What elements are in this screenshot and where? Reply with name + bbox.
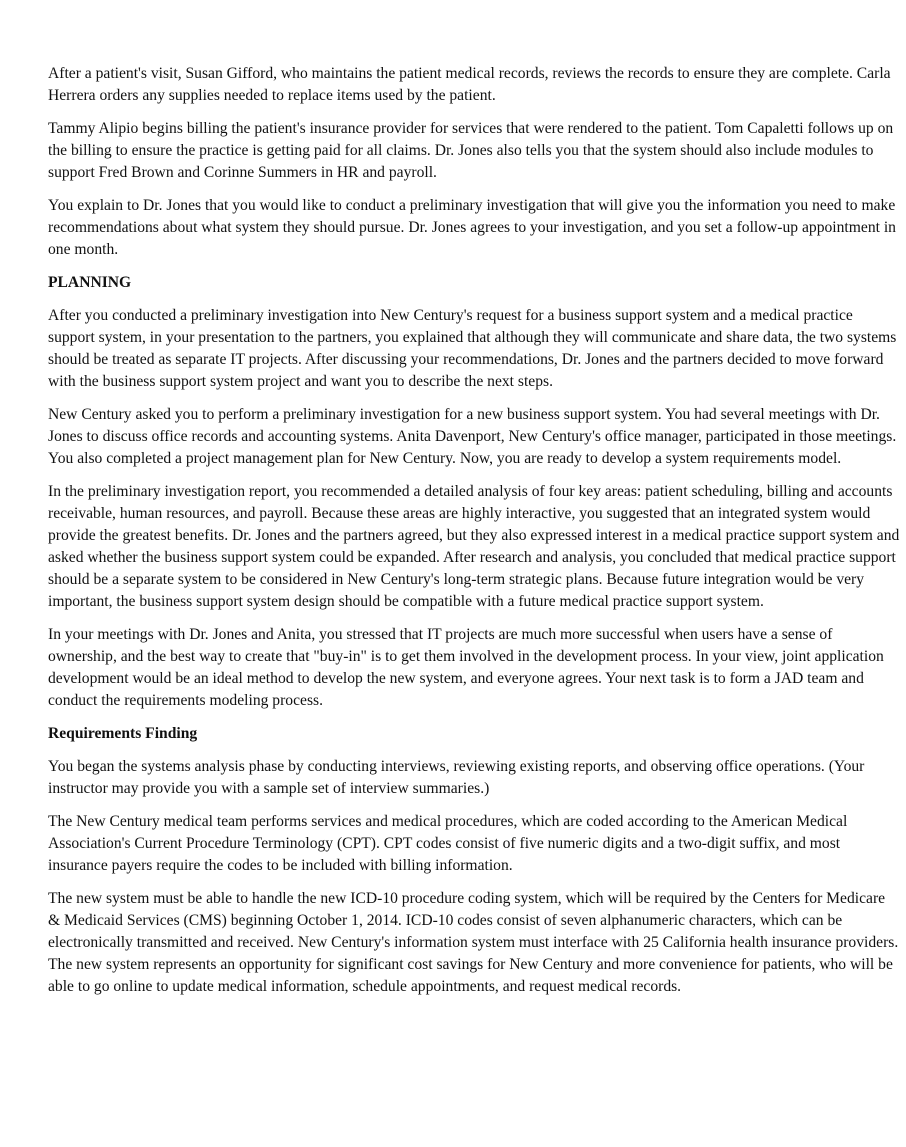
section-heading-planning: PLANNING (48, 274, 132, 291)
paragraph: After you conducted a preliminary investigation into New Century's request for a business support system and a medical practice support system, in your presentation to the partners, you explained that although they will communicate and share data, the two systems should be treated as separate IT projects. After discussing your recommendations, Dr. Jones and the partners decided to move forward with the business support system project and want you to describe the next steps. (48, 307, 897, 390)
paragraph: Tammy Alipio begins billing the patient's insurance provider for services that were rendered to the patient. Tom Capaletti follows up on the billing to ensure the practice is getting paid for all claims. Dr. Jones also tells you that the system should also include modules to support Fred Brown and Corinne Summers in HR and payroll. (48, 120, 894, 181)
paragraph: The New Century medical team performs services and medical procedures, which are coded according to the American Medical Association's Current Procedure Terminology (CPT). CPT codes consist of five numeric digits and a two-digit suffix, and most insurance payers require the codes to be included with billing information. (48, 813, 848, 874)
document-page (48, 63, 900, 1009)
paragraph: You explain to Dr. Jones that you would like to conduct a preliminary investigation that will give you the information you need to make recommendations about what system they should pursue. Dr. Jones agrees to your investigation, and you set a follow-up appointment in one month. (48, 197, 896, 258)
paragraph: In the preliminary investigation report, you recommended a detailed analysis of four key areas: patient scheduling, billing and accounts receivable, human resources, and payroll. Because these areas are highly interactive, you suggested that an integrated system would provide the greatest benefits. Dr. Jones and the partners agreed, but they also expressed interest in a medical practice support system and asked whether the business support system could be expanded. After research and analysis, you concluded that medical practice support should be a separate system to be considered in New Century's long-term strategic plans. Because future integration would be very important, the business support system design should be compatible with a future medical practice support system. (48, 483, 900, 610)
paragraph: After a patient's visit, Susan Gifford, who maintains the patient medical records, reviews the records to ensure they are complete. Carla Herrera orders any supplies needed to replace items used by the patient. (48, 65, 891, 104)
section-heading-requirements-finding: Requirements Finding (48, 725, 198, 742)
paragraph: In your meetings with Dr. Jones and Anita, you stressed that IT projects are much more successful when users have a sense of ownership, and the best way to create that "buy-in" is to get them involved in the development process. In your view, joint application development would be an ideal method to develop the new system, and everyone agrees. Your next task is to form a JAD team and conduct the requirements modeling process. (48, 626, 884, 709)
paragraph: New Century asked you to perform a preliminary investigation for a new business support system. You had several meetings with Dr. Jones to discuss office records and accounting systems. Anita Davenport, New Century's office manager, participated in those meetings. You also completed a project management plan for New Century. Now, you are ready to develop a system requirements model. (48, 406, 897, 467)
paragraph: The new system must be able to handle the new ICD-10 procedure coding system, which will be required by the Centers for Medicare & Medicaid Services (CMS) beginning October 1, 2014. ICD-10 codes consist of seven alphanumeric characters, which can be electronically transmitted and received. New Century's information system must interface with 25 California health insurance providers. The new system represents an opportunity for significant cost savings for New Century and more convenience for patients, who will be able to go online to update medical information, schedule appointments, and request medical records. (48, 890, 899, 995)
paragraph: You began the systems analysis phase by conducting interviews, reviewing existing reports, and observing office operations. (Your instructor may provide you with a sample set of interview summaries.) (48, 758, 865, 797)
